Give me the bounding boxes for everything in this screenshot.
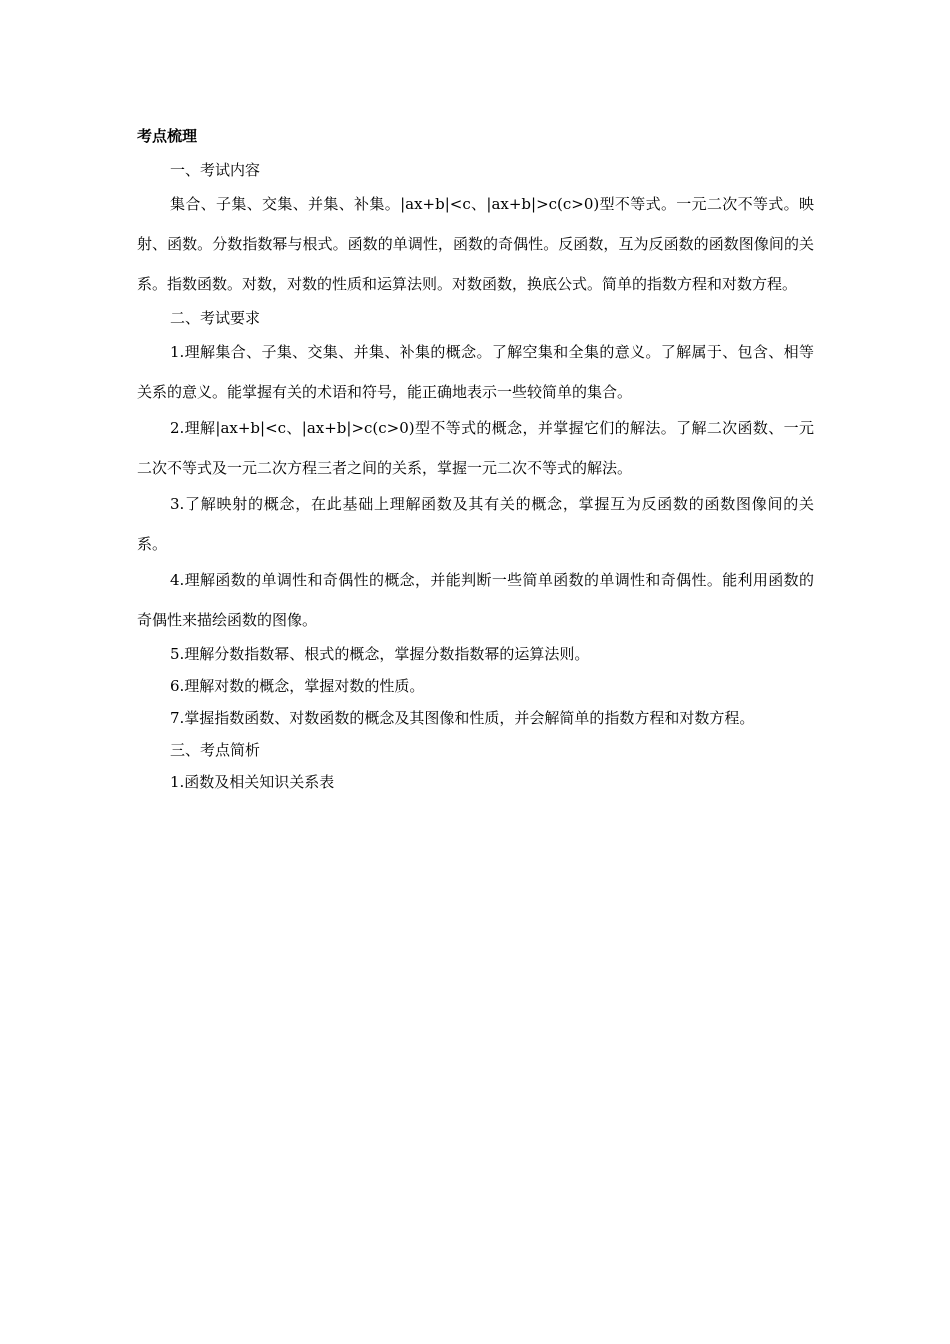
section-heading-exam-requirements: 二、考试要求 [170, 309, 261, 327]
section-heading-key-points: 三、考点简析 [170, 741, 261, 759]
requirement-item-6: 6.理解对数的概念，掌握对数的性质。 [170, 677, 425, 695]
requirement-item-1: 1.理解集合、子集、交集、并集、补集的概念。了解空集和全集的意义。了解属于、包含、相等关系的意义。能掌握有关的术语和符号，能正确地表示一些较简单的集合。 [137, 343, 814, 401]
exam-content-paragraph: 集合、子集、交集、并集、补集。|ax+b|<c、|ax+b|>c(c>0)型不等式。一元二次不等式。映射、函数。分数指数幂与根式。函数的单调性，函数的奇偶性。反函数，互为反函数的函数图像间的关系。指数函数。对数，对数的性质和运算法则。对数函数，换底公式。简单的指数方程和对数方程。 [137, 195, 814, 293]
requirement-item-2: 2.理解|ax+b|<c、|ax+b|>c(c>0)型不等式的概念，并掌握它们的解法。了解二次函数、一元二次不等式及一元二次方程三者之间的关系，掌握一元二次不等式的解法。 [137, 419, 814, 477]
requirement-item-4: 4.理解函数的单调性和奇偶性的概念，并能判断一些简单函数的单调性和奇偶性。能利用函数的奇偶性来描绘函数的图像。 [137, 571, 814, 629]
requirement-item-3: 3.了解映射的概念，在此基础上理解函数及其有关的概念，掌握互为反函数的函数图像间的关系。 [137, 495, 814, 553]
section-heading-exam-content: 一、考试内容 [170, 161, 261, 179]
document-title: 考点梳理 [137, 127, 198, 145]
requirement-item-7: 7.掌握指数函数、对数函数的概念及其图像和性质，并会解简单的指数方程和对数方程。 [170, 709, 755, 727]
key-points-item-1: 1.函数及相关知识关系表 [170, 773, 335, 791]
requirement-item-5: 5.理解分数指数幂、根式的概念，掌握分数指数幂的运算法则。 [170, 645, 590, 663]
